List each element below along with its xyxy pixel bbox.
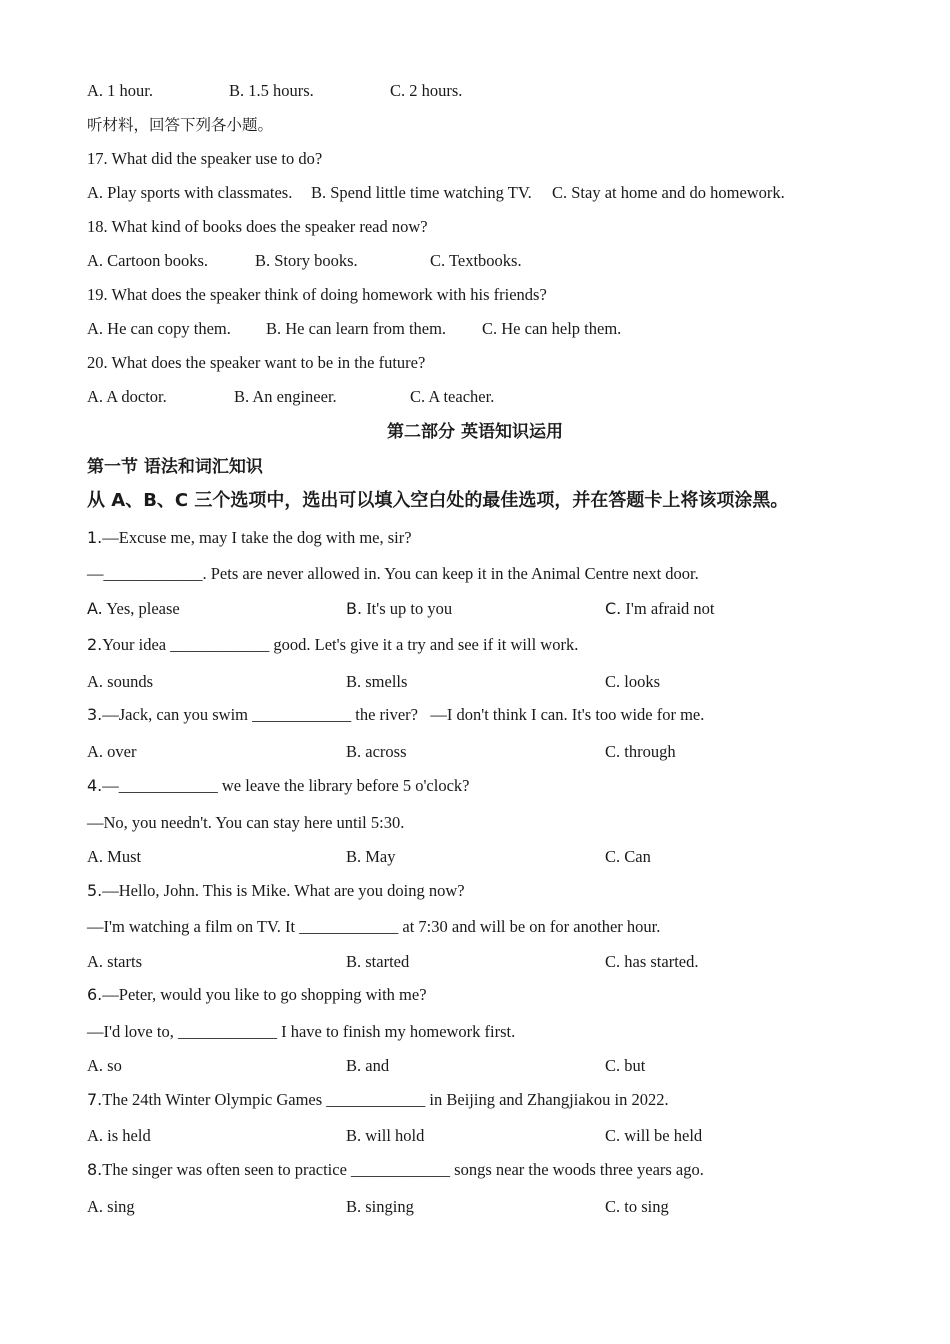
grammar-q8-option-a: A. sing [87, 1197, 135, 1216]
part2-title: 第二部分 英语知识运用 [387, 422, 563, 442]
grammar-q6-number: 6. [87, 985, 103, 1004]
grammar-q5-option-a: A. starts [87, 952, 142, 971]
grammar-q3-line1: 3.—Jack, can you swim ____________ the river? —I don't think I can. It's too wide for me. [87, 705, 705, 724]
grammar-q2-option-a: A. sounds [87, 672, 154, 691]
grammar-q8-line1: 8.The singer was often seen to practice ____________ songs near the woods three years ago. [87, 1160, 704, 1179]
grammar-q7-option-c: C. will be held [605, 1126, 703, 1145]
q20-option-c: C. A teacher. [410, 387, 495, 406]
section1-directions: 从 A、B、C 三个选项中，选出可以填入空白处的最佳选项，并在答题卡上将该项涂黑。 [87, 490, 789, 511]
q20-option-b: B. An engineer. [234, 387, 337, 406]
q16-option-b: B. 1.5 hours. [229, 81, 314, 100]
question-19-stem: 19. What does the speaker think of doing homework with his friends? [87, 285, 547, 304]
grammar-q4-option-b: B. May [346, 847, 396, 866]
listening-instruction: 听材料，回答下列各小题。 [87, 116, 274, 134]
q19-option-a: A. He can copy them. [87, 319, 231, 338]
q17-option-b: B. Spend little time watching TV. [311, 183, 532, 202]
grammar-q3-option-c: C. through [605, 742, 676, 761]
grammar-q4-line1: 4.—____________ we leave the library before 5 o'clock? [87, 776, 470, 795]
grammar-q2-line1: 2.Your idea ____________ good. Let's give it a try and see if it will work. [87, 635, 579, 654]
grammar-q8-option-b: B. singing [346, 1197, 414, 1216]
section1-title: 第一节 语法和词汇知识 [87, 457, 263, 477]
grammar-q8-option-c: C. to sing [605, 1197, 669, 1216]
q20-option-a: A. A doctor. [87, 387, 167, 406]
grammar-q4-number: 4. [87, 776, 103, 795]
q19-option-b: B. He can learn from them. [266, 319, 447, 338]
q19-option-c: C. He can help them. [482, 319, 622, 338]
grammar-q1-option-c: C. I'm afraid not [605, 599, 715, 618]
question-20-stem: 20. What does the speaker want to be in the future? [87, 353, 426, 372]
q16-option-c: C. 2 hours. [390, 81, 463, 100]
grammar-q3-option-a: A. over [87, 742, 137, 761]
grammar-q2-number: 2. [87, 635, 103, 654]
grammar-q1-line2: —____________. Pets are never allowed in. You can keep it in the Animal Centre next door. [87, 564, 699, 583]
grammar-q4-option-c: C. Can [605, 847, 651, 866]
q18-option-b: B. Story books. [255, 251, 358, 270]
grammar-q5-number: 5. [87, 881, 103, 900]
q17-option-a: A. Play sports with classmates. [87, 183, 293, 202]
grammar-q1-option-a: A. Yes, please [87, 599, 180, 618]
grammar-q6-line2: —I'd love to, ____________ I have to finish my homework first. [87, 1022, 516, 1041]
grammar-q6-option-c: C. but [605, 1056, 646, 1075]
grammar-q6-option-b: B. and [346, 1056, 390, 1075]
grammar-q7-number: 7. [87, 1090, 103, 1109]
grammar-q5-option-c: C. has started. [605, 952, 699, 971]
grammar-q5-line1: 5.—Hello, John. This is Mike. What are you doing now? [87, 881, 465, 900]
grammar-q2-option-c: C. looks [605, 672, 661, 691]
grammar-q5-line2: —I'm watching a film on TV. It ____________ at 7:30 and will be on for another hour. [87, 917, 661, 936]
grammar-q8-number: 8. [87, 1160, 103, 1179]
grammar-q1-line1: 1.—Excuse me, may I take the dog with me, sir? [87, 528, 412, 547]
grammar-q4-option-a: A. Must [87, 847, 142, 866]
grammar-q4-line2: —No, you needn't. You can stay here until 5:30. [87, 813, 405, 832]
grammar-q1-option-b: B. It's up to you [346, 599, 453, 618]
q18-option-c: C. Textbooks. [430, 251, 522, 270]
q17-option-c: C. Stay at home and do homework. [552, 183, 785, 202]
grammar-q1-number: 1. [87, 528, 103, 547]
grammar-q6-option-a: A. so [87, 1056, 122, 1075]
grammar-q3-number: 3. [87, 705, 103, 724]
q18-option-a: A. Cartoon books. [87, 251, 208, 270]
question-18-stem: 18. What kind of books does the speaker read now? [87, 217, 428, 236]
grammar-q7-line1: 7.The 24th Winter Olympic Games ____________ in Beijing and Zhangjiakou in 2022. [87, 1090, 669, 1109]
question-17-stem: 17. What did the speaker use to do? [87, 149, 323, 168]
grammar-q7-option-b: B. will hold [346, 1126, 425, 1145]
grammar-q6-line1: 6.—Peter, would you like to go shopping with me? [87, 985, 427, 1004]
grammar-q7-option-a: A. is held [87, 1126, 151, 1145]
q16-option-a: A. 1 hour. [87, 81, 153, 100]
grammar-q2-option-b: B. smells [346, 672, 408, 691]
grammar-q3-option-b: B. across [346, 742, 407, 761]
grammar-q5-option-b: B. started [346, 952, 410, 971]
